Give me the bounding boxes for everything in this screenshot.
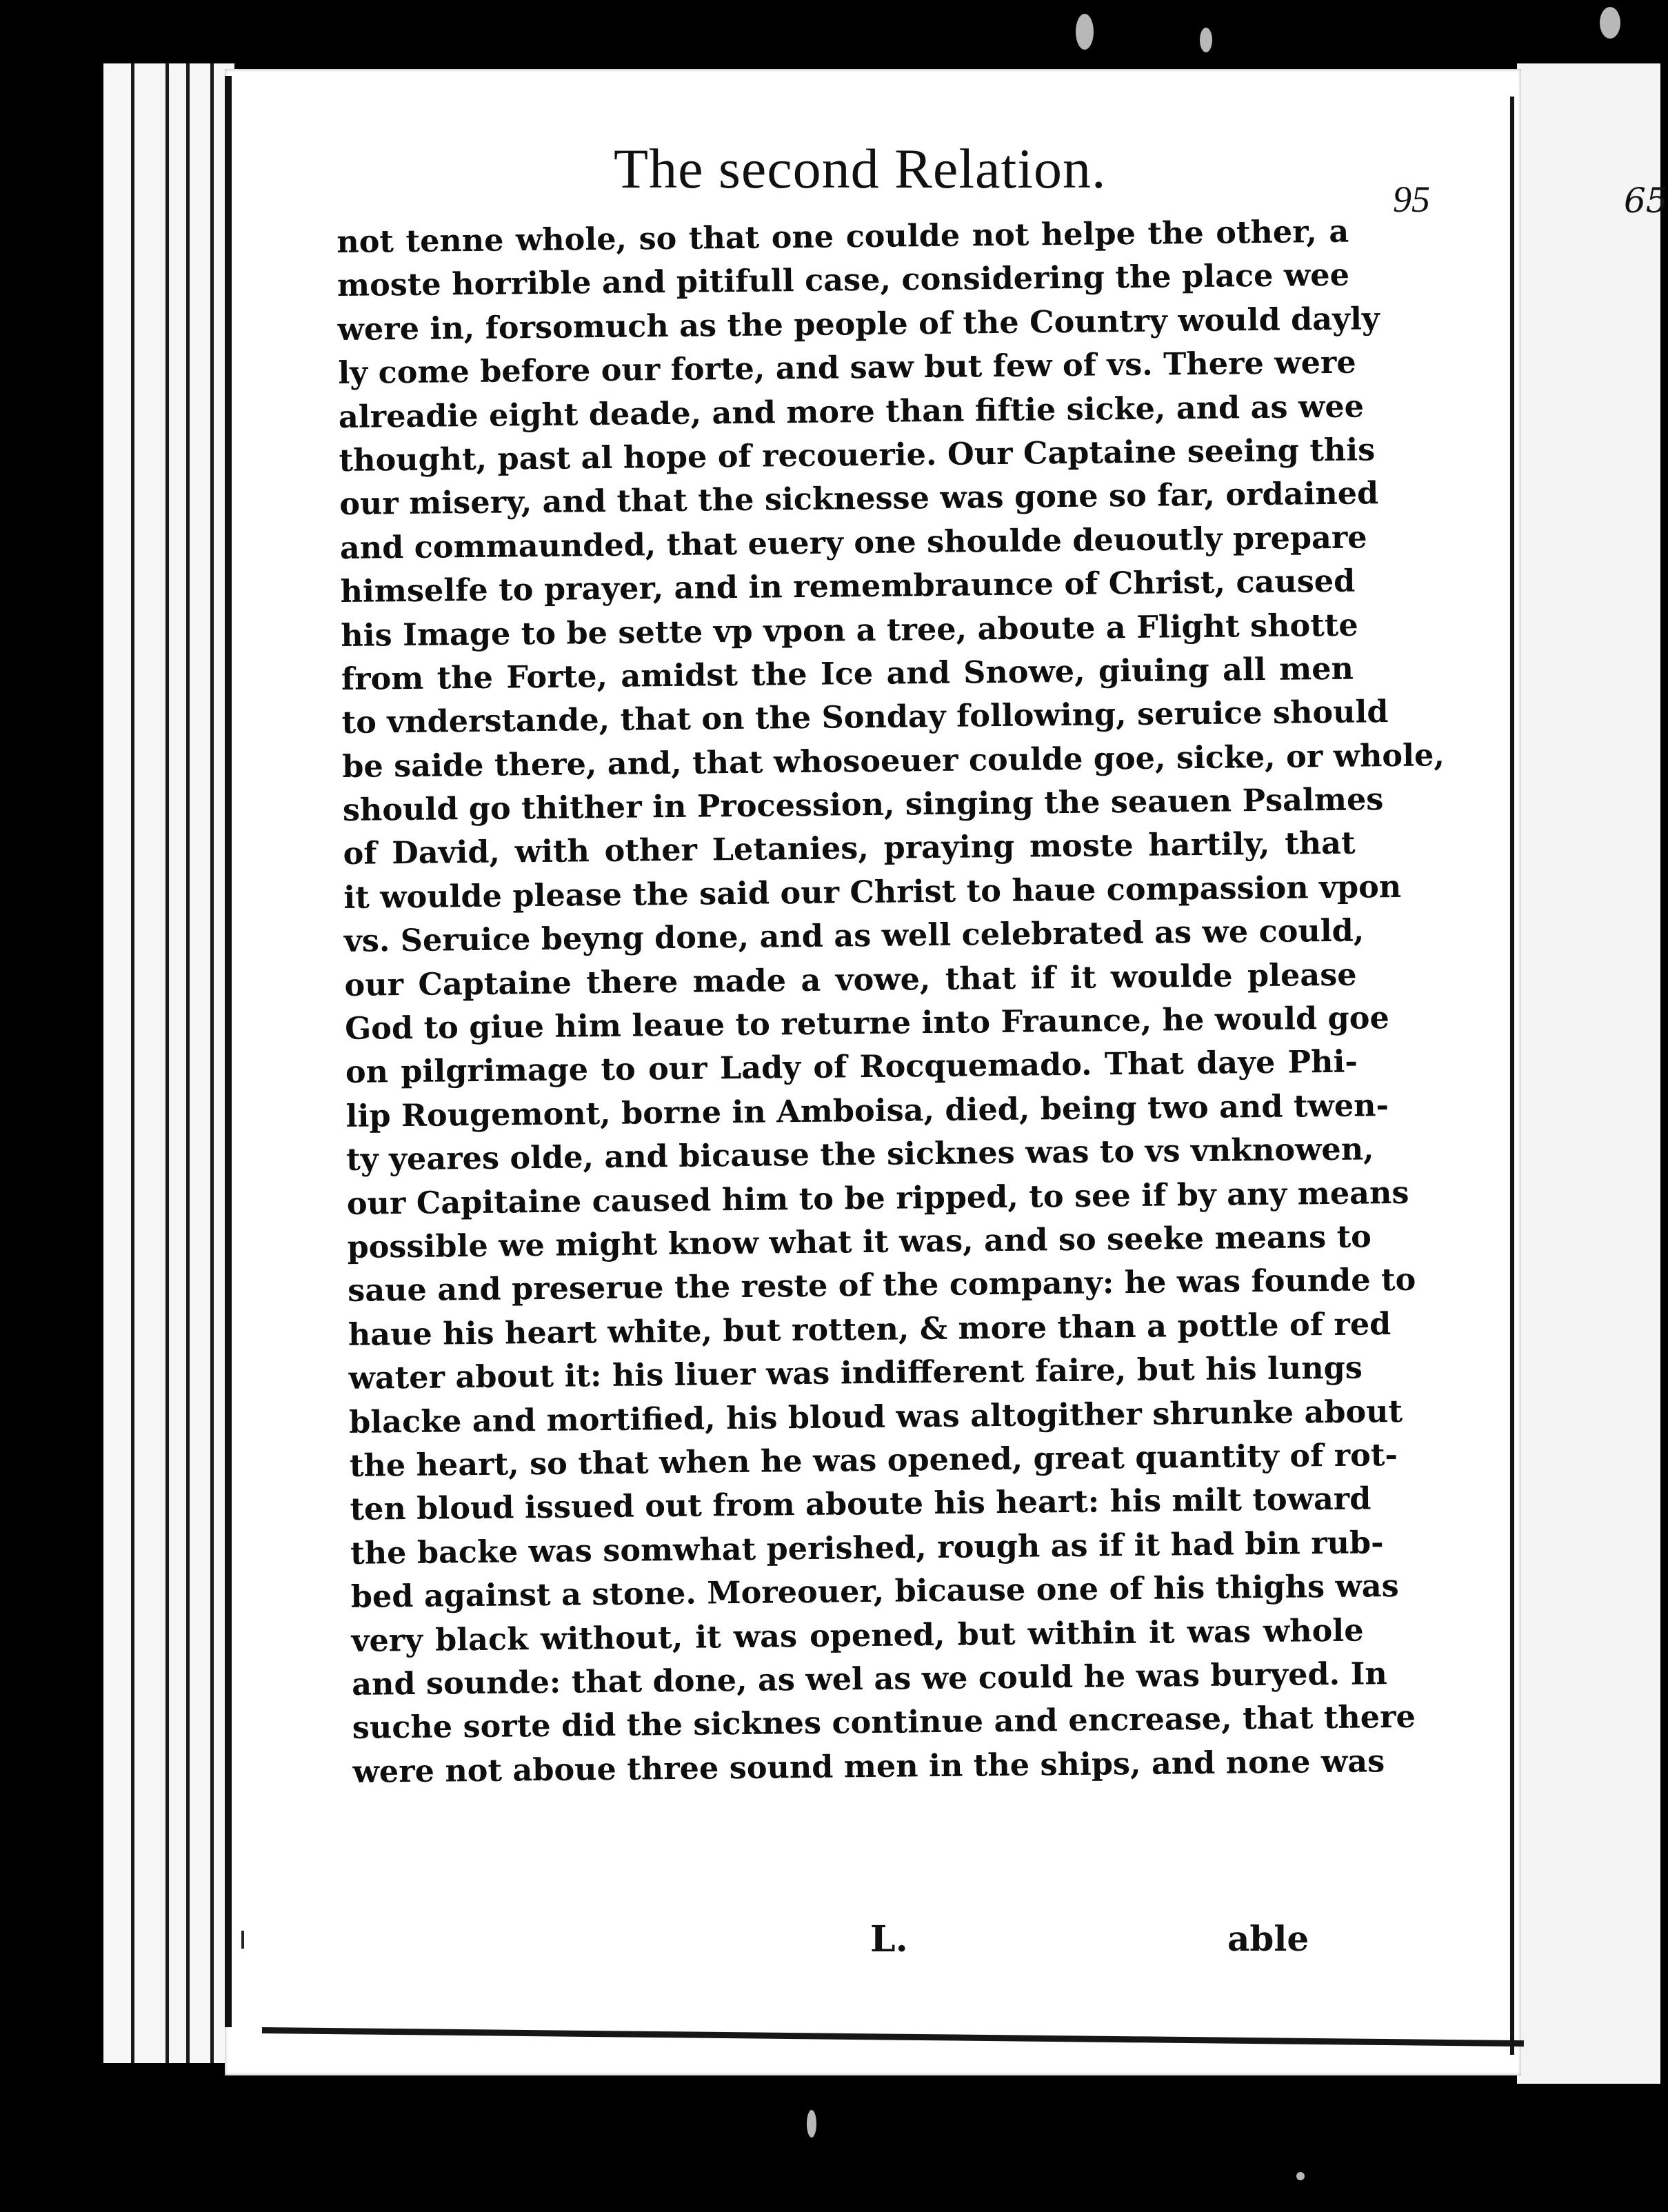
page-number: 95: [1393, 179, 1430, 220]
text-line: himselfe to prayer, and in remembraunce of Christ, caused: [340, 563, 1356, 610]
text-line: suche sorte did the sicknes continue and encrease, that there: [352, 1699, 1416, 1747]
text-line: water about it: his liuer was indifferent faire, but his lungs: [348, 1349, 1363, 1397]
stray-mark: [241, 1931, 244, 1949]
scan-speck: [1296, 2172, 1305, 2180]
text-line: were not aboue three sound men in the ships, and none was: [352, 1742, 1385, 1790]
text-line: it woulde please the said our Christ to haue compassion vpon: [343, 868, 1402, 916]
text-line: were in, forsomuch as the people of the Country would dayly: [337, 300, 1380, 348]
text-line: ty yeares olde, and bicause the sicknes was to vs vnknowen,: [345, 1131, 1374, 1178]
scan-speck: [1076, 14, 1094, 50]
text-line: be saide there, and, that whosoeuer coulde goe, sicke, or whole,: [342, 736, 1445, 785]
text-line: from the Forte, amidst the Ice and Snowe, giuing all men: [341, 650, 1354, 697]
text-line: God to giue him leaue to returne into Fraunce, he would goe: [345, 1000, 1390, 1047]
text-line: bed against a stone. Moreouer, bicause one of his thighs was: [350, 1568, 1399, 1615]
text-line: ly come before our forte, and saw but few of vs. There were: [338, 344, 1356, 392]
text-line: lip Rougemont, borne in Amboisa, died, being two and twen-: [345, 1087, 1389, 1134]
adjacent-page: [1517, 63, 1660, 2084]
text-line: vs. Seruice beyng done, and as well celebrated as we could,: [343, 912, 1365, 960]
text-line: our Capitaine caused him to be ripped, to see if by any means: [346, 1174, 1409, 1222]
text-line: blacke and mortified, his bloud was altogither shrunke about: [348, 1393, 1403, 1440]
scan-speck: [807, 2110, 816, 2138]
scan-speck: [1200, 28, 1212, 52]
text-line: moste horrible and pitifull case, considering the place wee: [336, 257, 1350, 304]
text-line: should go thither in Procession, singing the seauen Psalmes: [342, 781, 1384, 829]
text-line: our Captaine there made a vowe, that if it woulde please: [344, 956, 1357, 1003]
text-line: the backe was somwhat perished, rough as if it had bin rub-: [350, 1524, 1384, 1571]
book-page-edges: [103, 63, 234, 2063]
text-line: and sounde: that done, as wel as we could he was buryed. In: [351, 1656, 1387, 1702]
text-line: thought, past al hope of recouerie. Our Captaine seeing this: [339, 432, 1376, 479]
catchword: able: [1227, 1918, 1309, 1959]
page-left-border: [225, 76, 232, 2027]
signature-mark: L.: [870, 1918, 908, 1960]
adjacent-page-number: 65: [1624, 181, 1668, 221]
page-fold: [1510, 97, 1514, 2055]
text-line: of David, with other Letanies, praying moste hartily, that: [343, 825, 1356, 872]
text-line: not tenne whole, so that one coulde not helpe the other, a: [336, 213, 1349, 260]
scan-speck: [1600, 7, 1620, 39]
text-line: ten bloud issued out from aboute his heart: his milt toward: [350, 1480, 1371, 1528]
text-line: very black without, it was opened, but within it was whole: [351, 1612, 1364, 1659]
text-line: and commaunded, that euery one shoulde deuoutly prepare: [339, 519, 1367, 566]
text-line: to vnderstande, that on the Sonday following, seruice should: [341, 694, 1389, 741]
running-head: The second Relation.: [614, 137, 1107, 200]
text-line: alreadie eight deade, and more than fiftie sicke, and as wee: [338, 388, 1365, 435]
text-line: haue his heart white, but rotten, & more than a pottle of red: [348, 1305, 1391, 1353]
text-line: on pilgrimage to our Lady of Rocquemado. That daye Phi-: [345, 1043, 1358, 1091]
text-line: the heart, so that when he was opened, great quantity of rot-: [349, 1436, 1398, 1484]
body-text: [336, 210, 1445, 1794]
text-line: possible we might know what it was, and so seeke means to: [347, 1218, 1372, 1265]
text-line: our misery, and that the sicknesse was gone so far, ordained: [339, 475, 1379, 523]
text-line: his Image to be sette vp vpon a tree, aboute a Flight shotte: [341, 607, 1358, 654]
text-line: saue and preserue the reste of the company: he was founde to: [347, 1262, 1416, 1309]
